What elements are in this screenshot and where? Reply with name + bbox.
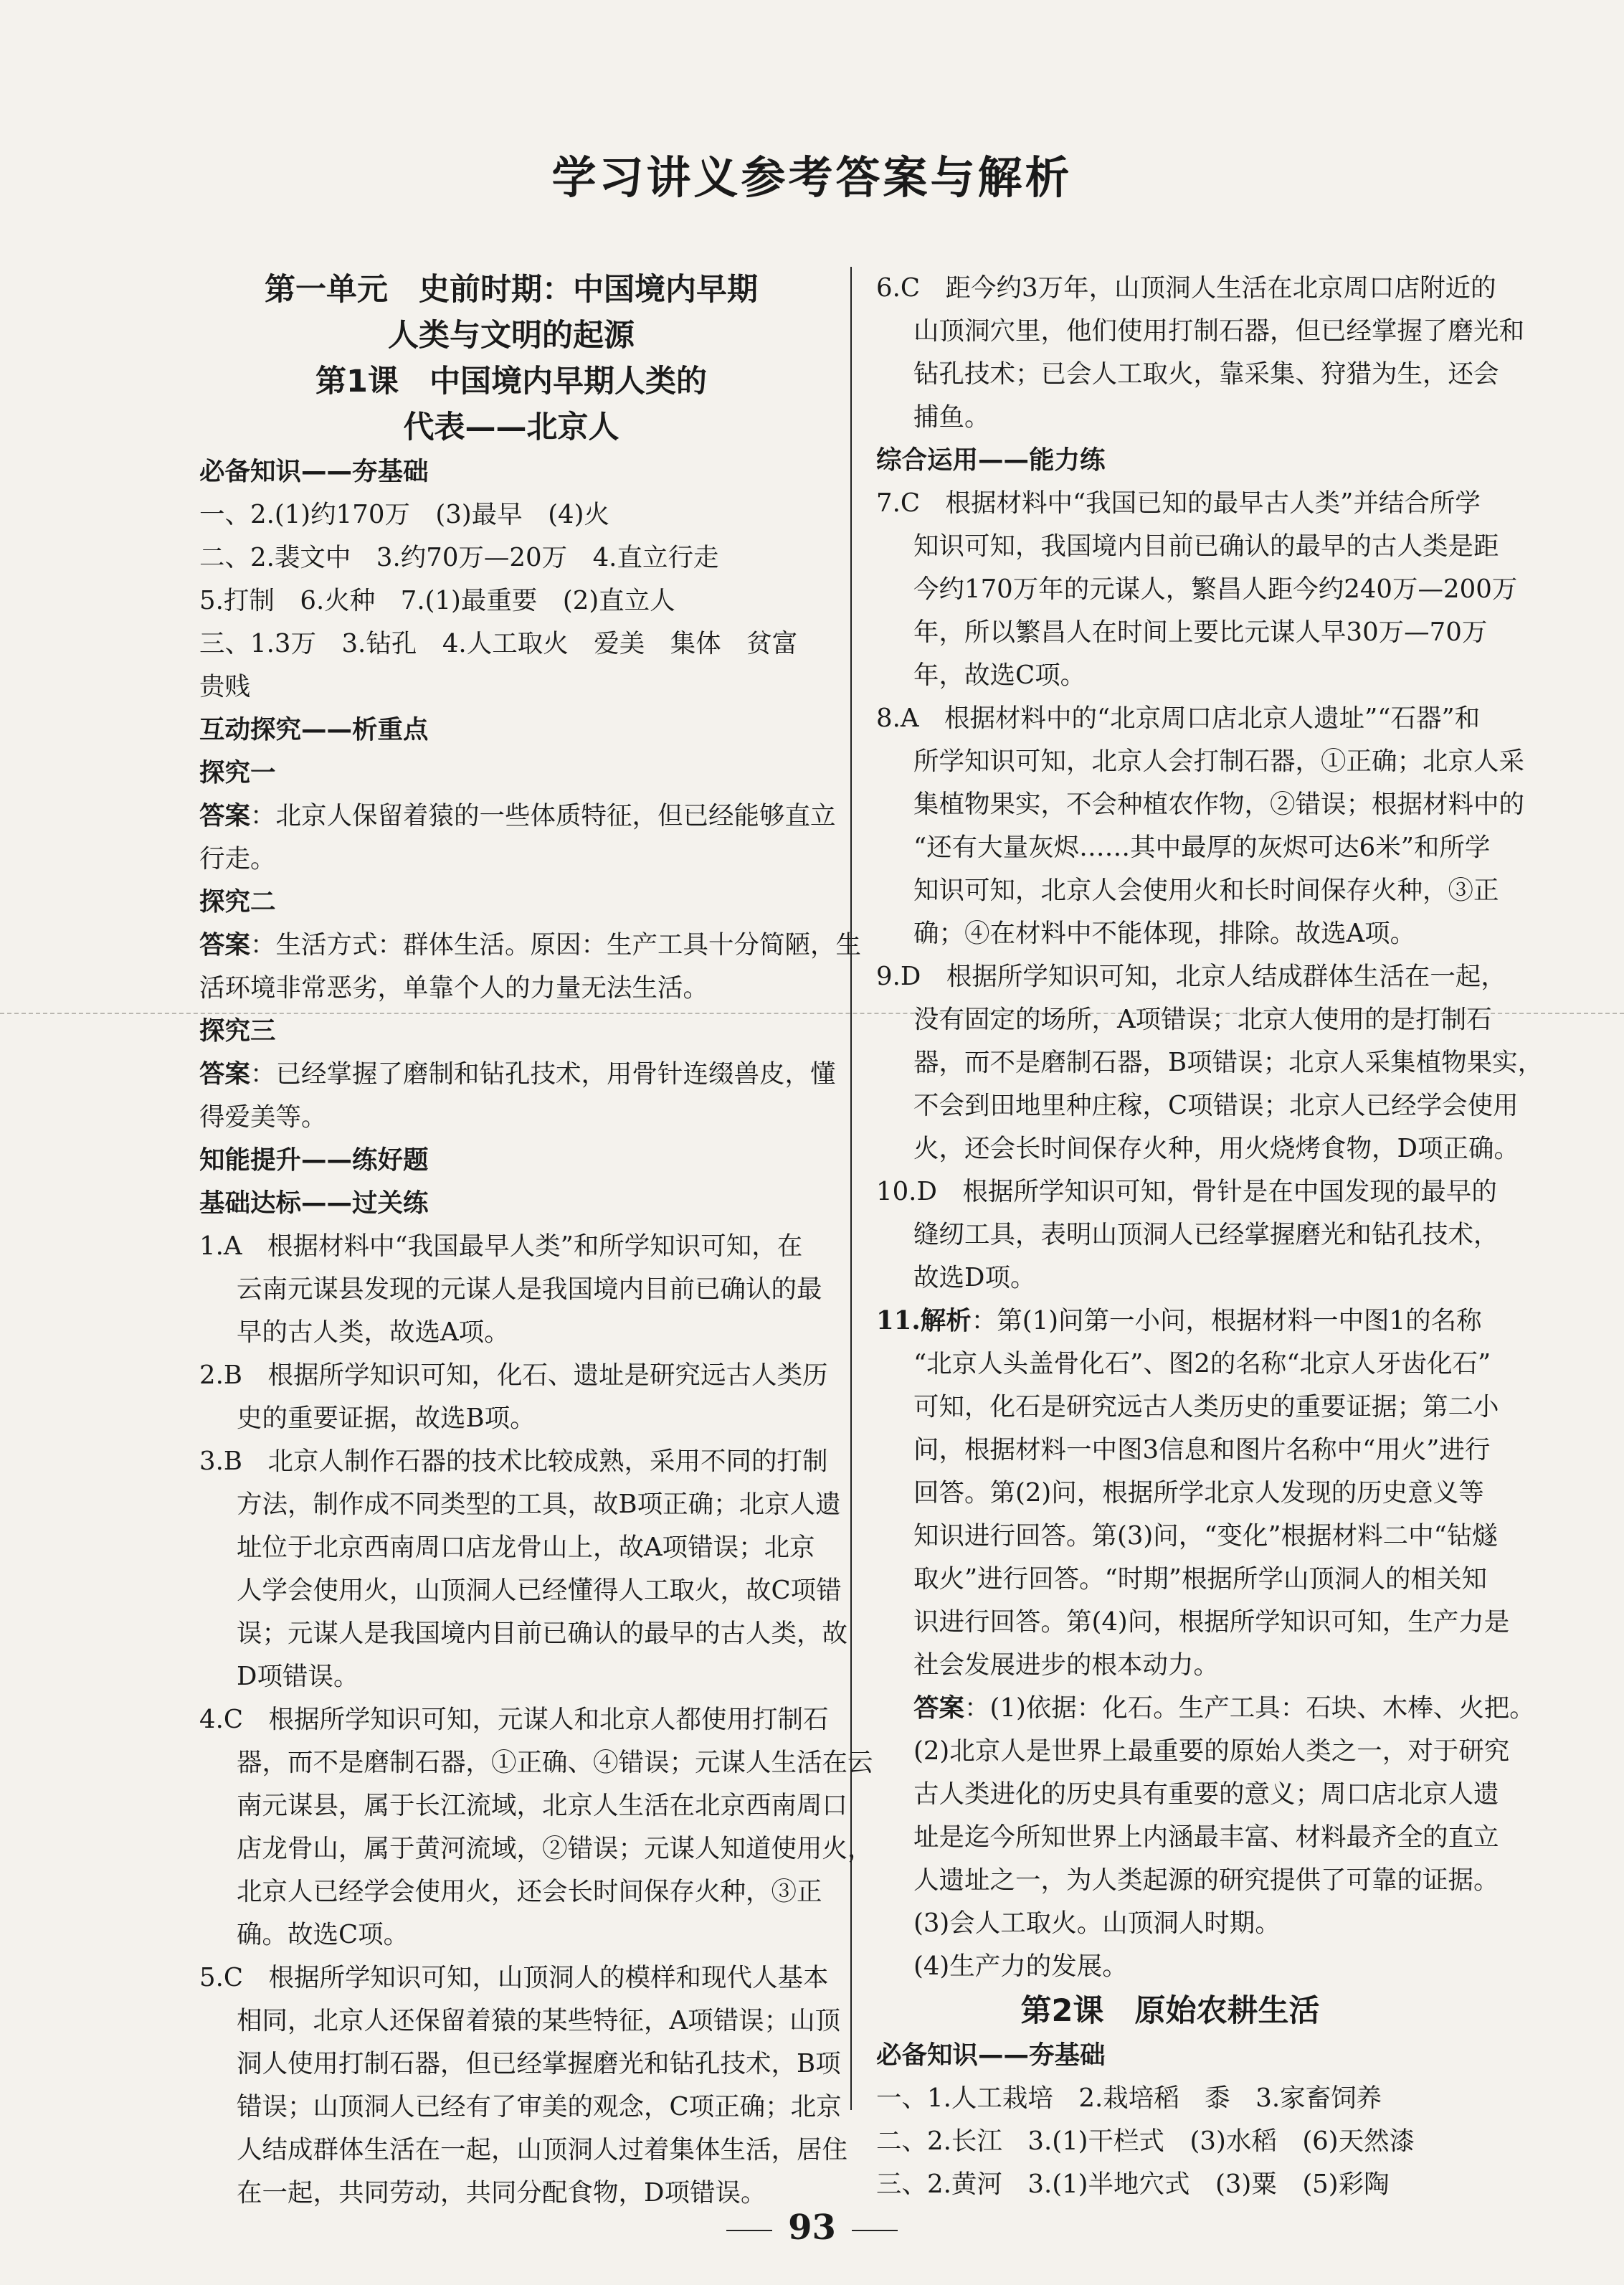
question-6-cont: 捕鱼。 [913, 402, 990, 432]
tanjiu-1-answer: 答案：北京人保留着猿的一些体质特征，但已经能够直立 [199, 801, 836, 831]
question-2-cont: 史的重要证据，故选B项。 [237, 1404, 536, 1433]
tanjiu-1-answer-cont: 行走。 [199, 844, 276, 874]
question-11-answer-cont: (4)生产力的发展。 [913, 1952, 1128, 1981]
unit-title-line: 第一单元 史前时期：中国境内早期 [265, 272, 758, 308]
section-heading-zonghe: 综合运用——能力练 [876, 445, 1106, 475]
section-heading-jichu: 基础达标——过关练 [199, 1188, 429, 1218]
question-8-cont: 所学知识可知，北京人会打制石器，①正确；北京人采 [913, 747, 1525, 776]
question-5-cont: 错误；山顶洞人已经有了审美的观念，C项正确；北京 [237, 2092, 842, 2121]
question-4-cont: 南元谋县，属于长江流域，北京人生活在北京西南周口 [237, 1791, 848, 1820]
question-11-cont: 知识进行回答。第(3)问，“变化”根据材料二中“钻燧 [913, 1521, 1498, 1551]
question-4-cont: 北京人已经学会使用火，还会长时间保存火种，③正 [237, 1877, 822, 1906]
bibei-line: 二、2.裴文中 3.约70万—20万 4.直立行走 [199, 543, 719, 572]
question-1-cont: 云南元谋县发现的元谋人是我国境内目前已确认的最 [237, 1274, 822, 1304]
answer-label: 答案 [913, 1693, 965, 1723]
tanjiu-3-answer-cont: 得爱美等。 [199, 1102, 327, 1132]
question-7: 7.C 根据材料中“我国已知的最早古人类”并结合所学 [876, 488, 1481, 518]
question-9-cont: 不会到田地里种庄稼，C项错误；北京人已经学会使用 [913, 1091, 1519, 1120]
question-9-cont: 没有固定的场所，A项错误；北京人使用的是打制石 [913, 1005, 1492, 1034]
question-7-cont: 年，所以繁昌人在时间上要比元谋人早30万—70万 [913, 618, 1488, 647]
page-number [0, 2208, 1624, 2248]
answer-label: 答案 [199, 930, 251, 960]
lesson1-title-line: 第1课 中国境内早期人类的 [315, 364, 707, 399]
question-3-cont: 址位于北京西南周口店龙骨山上，故A项错误；北京 [237, 1533, 815, 1562]
question-5-cont: 人结成群体生活在一起，山顶洞人过着集体生活，居住 [237, 2135, 848, 2165]
question-8: 8.A 根据材料中的“北京周口店北京人遗址”“石器”和 [876, 704, 1481, 733]
question-11-label: 11.解析 [876, 1306, 972, 1335]
section-heading-hudong: 互动探究——析重点 [199, 715, 429, 744]
question-10-cont: 缝纫工具，表明山顶洞人已经掌握磨光和钻孔技术， [913, 1220, 1499, 1249]
question-6: 6.C 距今约3万年，山顶洞人生活在北京周口店附近的 [876, 273, 1496, 303]
section-heading-bibei-2: 必备知识——夯基础 [876, 2040, 1106, 2070]
lesson2-line: 二、2.长江 3.(1)干栏式 (3)水稻 (6)天然漆 [876, 2126, 1415, 2156]
question-11-answer-cont: 址是迄今所知世界上内涵最丰富、材料最齐全的直立 [913, 1822, 1499, 1852]
lesson2-title: 第2课 原始农耕生活 [1020, 1993, 1320, 2029]
tanjiu-2-answer-cont: 活环境非常恶劣，单靠个人的力量无法生活。 [199, 973, 709, 1003]
question-11-cont: 回答。第(2)问，根据所学北京人发现的历史意义等 [913, 1478, 1484, 1508]
tanjiu-3-answer: 答案：已经掌握了磨制和钻孔技术，用骨针连缀兽皮，懂 [199, 1059, 836, 1089]
right-column [876, 267, 1544, 2206]
question-7-cont: 知识可知，我国境内目前已确认的最早的古人类是距 [913, 531, 1499, 561]
page-title: 学习讲义参考答案与解析 [551, 151, 1073, 204]
tanjiu-2-answer: 答案：生活方式：群体生活。原因：生产工具十分简陋，生 [199, 930, 862, 960]
answer-label: 答案 [199, 1059, 251, 1089]
question-4-cont: 店龙骨山，属于黄河流域，②错误；元谋人知道使用火， [237, 1834, 873, 1863]
answer-label: 答案 [199, 801, 251, 831]
question-10-cont: 故选D项。 [913, 1263, 1036, 1292]
question-11-cont: 取火”进行回答。“时期”根据所学山顶洞人的相关知 [913, 1564, 1487, 1594]
unit-title-line: 人类与文明的起源 [388, 318, 635, 354]
question-11-cont: 可知，化石是研究远古人类历史的重要证据；第二小 [913, 1392, 1499, 1421]
question-3-cont: 方法，制作成不同类型的工具，故B项正确；北京人遗 [237, 1490, 841, 1519]
question-6-cont: 山顶洞穴里，他们使用打制石器，但已经掌握了磨光和 [913, 316, 1525, 346]
question-9-cont: 火，还会长时间保存火种，用火烧烤食物，D项正确。 [913, 1134, 1519, 1163]
question-11-cont: 社会发展进步的根本动力。 [913, 1650, 1220, 1680]
bibei-line: 一、2.(1)约170万 (3)最早 (4)火 [199, 500, 609, 529]
question-3-cont: 人学会使用火，山顶洞人已经懂得人工取火，故C项错 [237, 1576, 842, 1605]
question-8-cont: 确；④在材料中不能体现，排除。故选A项。 [913, 919, 1416, 948]
question-11-answer-cont: (3)会人工取火。山顶洞人时期。 [913, 1908, 1281, 1938]
bibei-line: 贵贱 [199, 672, 251, 701]
question-5-cont: 相同，北京人还保留着猿的某些特征，A项错误；山顶 [237, 2006, 841, 2035]
page-number-dash-left [726, 2230, 772, 2231]
question-1-cont: 早的古人类，故选A项。 [237, 1317, 510, 1347]
question-6-cont: 钻孔技术；已会人工取火，靠采集、狩猎为生，还会 [913, 359, 1499, 389]
page-number-dash-right [852, 2230, 898, 2231]
question-11: 11.解析：第(1)问第一小问，根据材料一中图1的名称 [876, 1306, 1482, 1335]
question-11-answer: 答案：(1)依据：化石。生产工具：石块、木棒、火把。 [913, 1693, 1535, 1723]
question-11-answer-cont: (2)北京人是世界上最重要的原始人类之一，对于研究 [913, 1736, 1510, 1766]
bibei-line: 三、1.3万 3.钻孔 4.人工取火 爱美 集体 贫富 [199, 629, 798, 658]
question-8-cont: 知识可知，北京人会使用火和长时间保存火种，③正 [913, 876, 1499, 905]
question-11-cont: 识进行回答。第(4)问，根据所学知识可知，生产力是 [913, 1607, 1510, 1637]
lesson2-line: 一、1.人工栽培 2.栽培稻 黍 3.家畜饲养 [876, 2083, 1382, 2113]
question-7-cont: 年，故选C项。 [913, 661, 1086, 690]
question-11-answer-cont: 人遗址之一，为人类起源的研究提供了可靠的证据。 [913, 1865, 1499, 1895]
lesson1-title-line: 代表——北京人 [403, 410, 619, 445]
lesson2-line: 三、2.黄河 3.(1)半地穴式 (3)粟 (5)彩陶 [876, 2170, 1390, 2199]
question-10: 10.D 根据所学知识可知，骨针是在中国发现的最早的 [876, 1177, 1497, 1206]
question-11-cont: “北京人头盖骨化石”、图2的名称“北京人牙齿化石” [913, 1349, 1491, 1378]
section-heading-bibei: 必备知识——夯基础 [199, 457, 429, 486]
tanjiu-3-heading: 探究三 [199, 1016, 276, 1046]
question-3-cont: D项错误。 [237, 1662, 359, 1691]
question-3-cont: 误；元谋人是我国境内目前已确认的最早的古人类，故 [237, 1619, 848, 1648]
question-8-cont: “还有大量灰烬……其中最厚的灰烬可达6米”和所学 [913, 833, 1491, 862]
question-3: 3.B 北京人制作石器的技术比较成熟，采用不同的打制 [199, 1447, 828, 1476]
tanjiu-2-heading: 探究二 [199, 887, 276, 917]
question-5-cont: 洞人使用打制石器，但已经掌握磨光和钻孔技术，B项 [237, 2049, 841, 2078]
question-11-cont: 问，根据材料一中图3信息和图片名称中“用火”进行 [913, 1435, 1491, 1465]
page-number-value: 93 [788, 2208, 836, 2248]
left-column [199, 267, 873, 2215]
question-9-cont: 器，而不是磨制石器，B项错误；北京人采集植物果实， [913, 1048, 1544, 1077]
question-5: 5.C 根据所学知识可知，山顶洞人的模样和现代人基本 [199, 1963, 829, 1992]
question-5-cont: 在一起，共同劳动，共同分配食物，D项错误。 [237, 2178, 766, 2208]
bibei-line: 5.打制 6.火种 7.(1)最重要 (2)直立人 [199, 586, 675, 615]
question-9: 9.D 根据所学知识可知，北京人结成群体生活在一起， [876, 962, 1506, 991]
section-heading-zhineng: 知能提升——练好题 [199, 1145, 429, 1175]
question-8-cont: 集植物果实，不会种植农作物，②错误；根据材料中的 [913, 790, 1525, 819]
question-7-cont: 今约170万年的元谋人，繁昌人距今约240万—200万 [913, 574, 1518, 604]
tanjiu-1-heading: 探究一 [199, 758, 276, 787]
question-4-cont: 确。故选C项。 [237, 1920, 409, 1949]
question-4-cont: 器，而不是磨制石器，①正确、④错误；元谋人生活在云 [237, 1748, 873, 1777]
question-4: 4.C 根据所学知识可知，元谋人和北京人都使用打制石 [199, 1705, 829, 1734]
question-1: 1.A 根据材料中“我国最早人类”和所学知识可知，在 [199, 1231, 803, 1261]
question-11-answer-cont: 古人类进化的历史具有重要的意义；周口店北京人遗 [913, 1779, 1499, 1809]
question-2: 2.B 根据所学知识可知，化石、遗址是研究远古人类历 [199, 1361, 828, 1390]
